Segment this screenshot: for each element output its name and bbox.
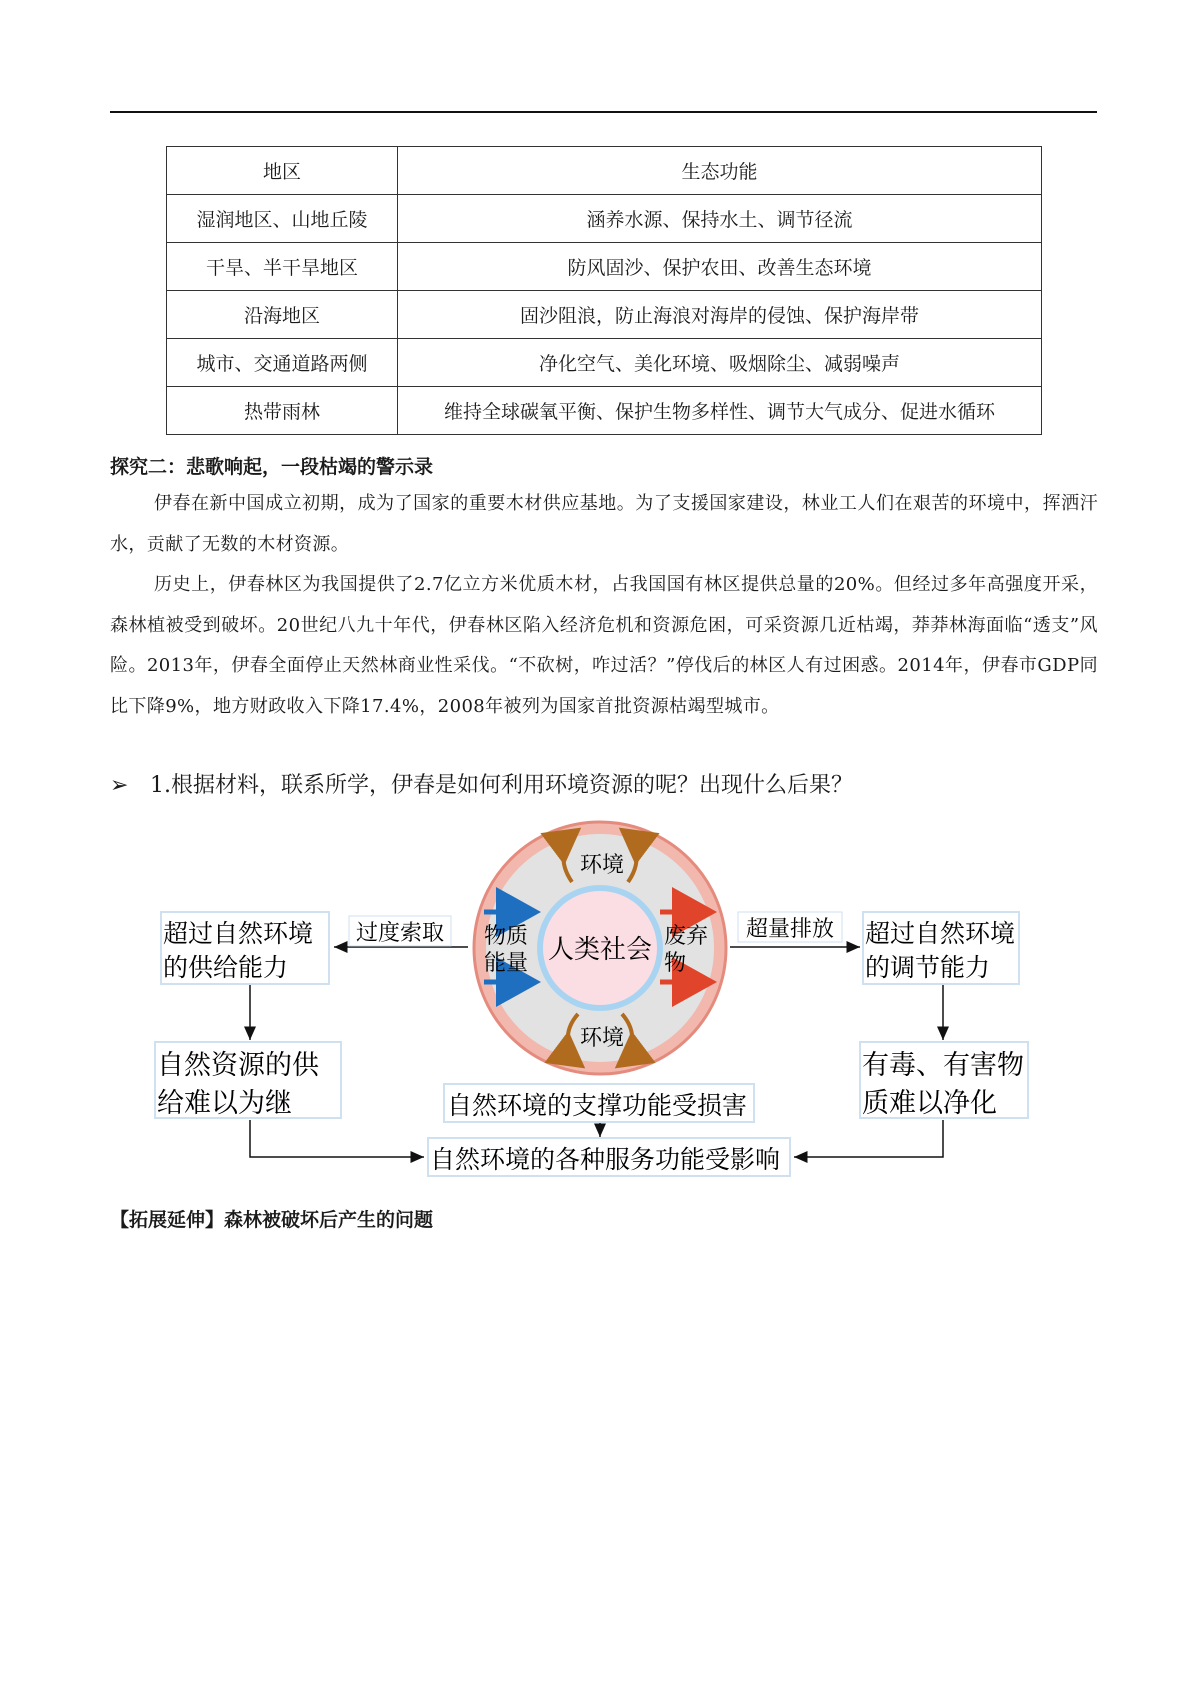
- box-supply-line2: 的供给能力: [163, 953, 289, 982]
- table-row: [167, 291, 1042, 339]
- box-regulation-line1: 超过自然环境: [865, 919, 1016, 948]
- extension-heading: 【拓展延伸】森林被破坏后产生的问题: [110, 1209, 434, 1231]
- region-cell: 干旱、半干旱地区: [167, 243, 398, 291]
- env-bottom-label: 环境: [579, 1026, 625, 1051]
- region-cell: 沿海地区: [167, 291, 398, 339]
- arrow-left-to-service: [250, 1120, 424, 1157]
- box-resource-line2: 给难以为继: [157, 1088, 292, 1119]
- region-cell: 湿润地区、山地丘陵: [167, 195, 398, 243]
- question-text: 1.根据材料，联系所学，伊春是如何利用环境资源的呢？出现什么后果？: [150, 773, 853, 798]
- box-regulation-line2: 的调节能力: [865, 953, 991, 982]
- matter-label: 物质: [484, 924, 529, 949]
- waste-label-2: 物: [664, 951, 687, 976]
- function-cell: 涵养水源、保持水土、调节径流: [398, 195, 1042, 243]
- arrow-right-to-service: [794, 1120, 943, 1157]
- function-cell: 净化空气、美化环境、吸烟除尘、减弱噪声: [398, 339, 1042, 387]
- paragraph-1: 伊春在新中国成立初期，成为了国家的重要木材供应基地。为了支援国家建设，林业工人们在艰苦的环境中，挥洒汗水，贡献了无数的木材资源。: [110, 493, 1098, 555]
- header-rule: [110, 111, 1097, 113]
- support-function-label: 自然环境的支撑功能受损害: [447, 1091, 748, 1120]
- box-supply-line1: 超过自然环境: [163, 919, 314, 948]
- table-row: [167, 339, 1042, 387]
- function-cell: 生态功能: [398, 147, 1042, 195]
- ecological-function-table: [166, 146, 1042, 435]
- region-cell: 地区: [167, 147, 398, 195]
- table-row: [167, 195, 1042, 243]
- paragraph-2: 历史上，伊春林区为我国提供了2.7亿立方米优质木材，占我国国有林区提供总量的20%。但经过多年高强度开采，森林植被受到破坏。20世纪八九十年代，伊春林区陷入经济危机和资源危困，可采资源几近枯竭，莽莽林海面临“透支”风险。2013年，伊春全面停止天然林商业性采伐。“不砍树，咋过活？”停伐后的林区人有过困惑。2014年，伊春市GDP同比下降9%，地方财政收入下降17.4%，2008年被列为国家首批资源枯竭型城市。: [110, 574, 1098, 717]
- function-cell: 固沙阻浪，防止海浪对海岸的侵蚀、保护海岸带: [398, 291, 1042, 339]
- table-header-row: [167, 147, 1042, 195]
- region-cell: 热带雨林: [167, 387, 398, 435]
- function-cell: 维持全球碳氧平衡、保护生物多样性、调节大气成分、促进水循环: [398, 387, 1042, 435]
- region-cell: 城市、交通道路两侧: [167, 339, 398, 387]
- box-resource-line1: 自然资源的供: [157, 1050, 319, 1081]
- box-toxic-line1: 有毒、有害物: [862, 1050, 1024, 1081]
- arrow-bullet-icon: ➢: [110, 773, 129, 798]
- over-emission-label: 超量排放: [745, 917, 835, 942]
- function-cell: 防风固沙、保护农田、改善生态环境: [398, 243, 1042, 291]
- env-top-label: 环境: [579, 853, 625, 878]
- energy-label: 能量: [484, 951, 529, 976]
- table-row: [167, 243, 1042, 291]
- center-label: 人类社会: [547, 935, 653, 965]
- service-function-label: 自然环境的各种服务功能受影响: [430, 1145, 781, 1174]
- box-toxic-line2: 质难以净化: [862, 1088, 997, 1119]
- table-row: [167, 387, 1042, 435]
- over-extraction-label: 过度索取: [355, 921, 445, 946]
- human-environment-diagram: [0, 820, 1200, 1180]
- section2-heading: 探究二：悲歌响起，一段枯竭的警示录: [110, 456, 434, 478]
- waste-label-1: 废弃: [664, 924, 709, 949]
- question: [110, 768, 853, 799]
